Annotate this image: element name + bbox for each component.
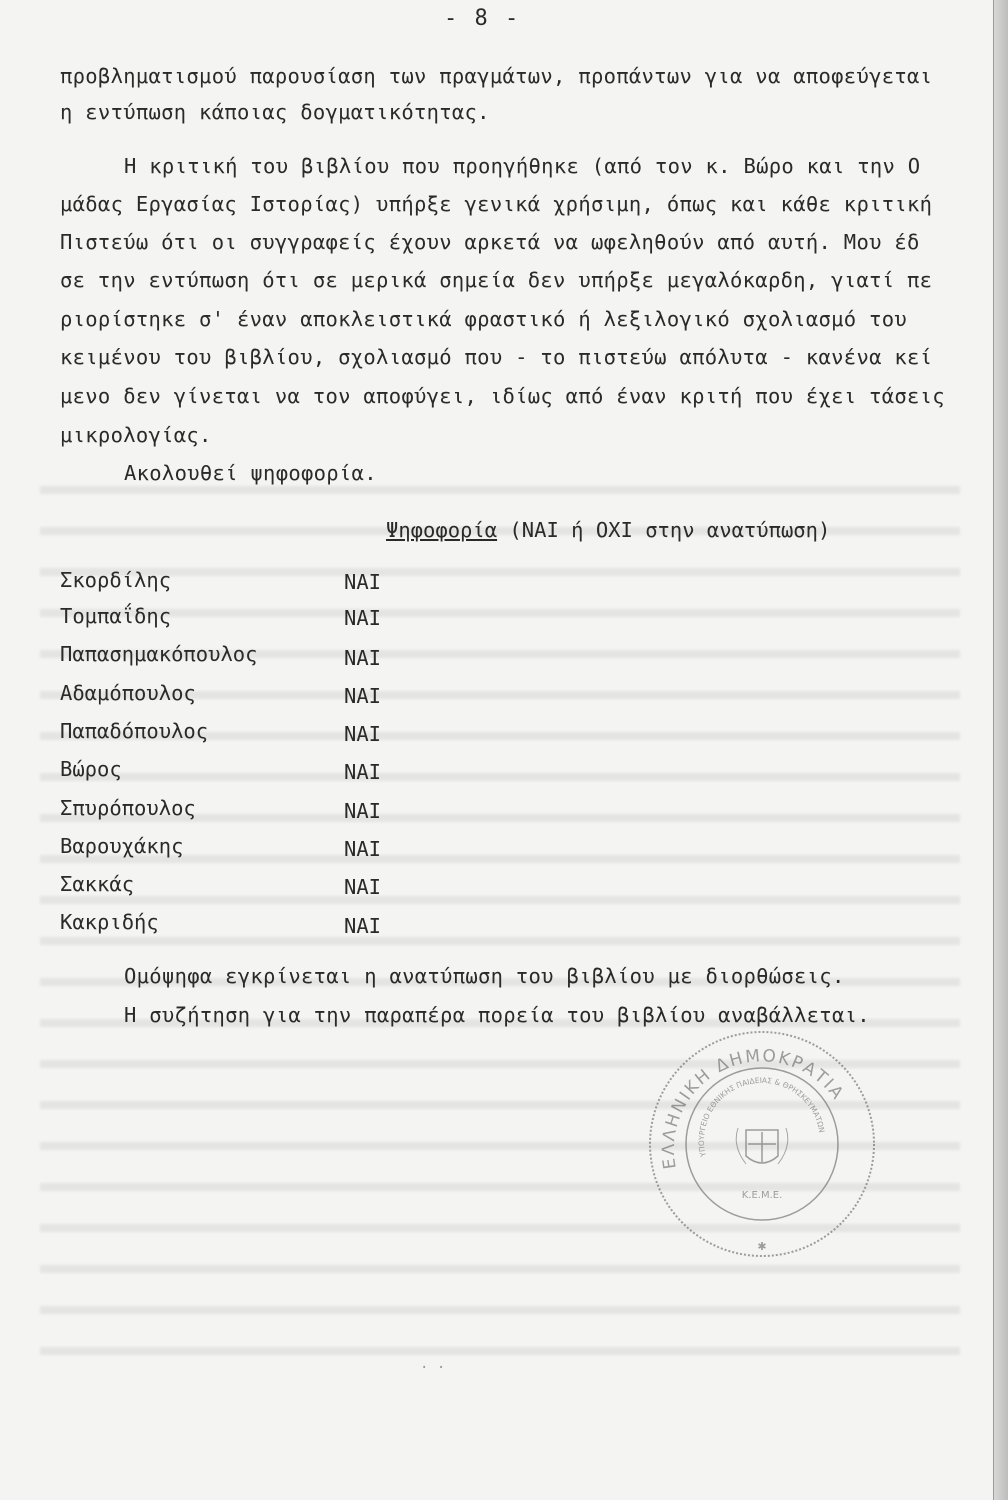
paragraph-line: σε την εντύπωση ότι σε μερικά σημεία δεν υπήρξε μεγαλόκαρδη, γιατί πε [60,268,933,292]
voter-name: Σακκάς [60,872,135,896]
voter-name: Σκορδίλης [60,568,172,592]
voter-name: Τομπαΐδης [60,604,172,628]
scan-speck: · · [420,1360,446,1376]
paragraph-line: μάδας Εργασίας Ιστορίας) υπήρξε γενικά χρήσιμη, όπως και κάθε κριτική [60,192,933,216]
voter-name: Κακριδής [60,910,159,934]
vote-header [386,518,830,542]
vote-value: ΝΑΙ [344,646,382,670]
coat-of-arms-icon [736,1128,788,1164]
paragraph-line: Ακολουθεί ψηφοφορία. [124,461,377,485]
paragraph-line: ριορίστηκε σ' έναν αποκλειστικά φραστικό ή λεξιλογικό σχολιασμό του [60,307,908,331]
vote-header-title: Ψηφοφορία [386,518,498,542]
paragraph-line: προβληματισμού παρουσίαση των πραγμάτων, προπάντων για να αποφεύγεται [60,64,933,88]
vote-value: ΝΑΙ [344,606,382,630]
paragraph-line: μικρολογίας. [60,423,212,447]
vote-value: ΝΑΙ [344,875,382,899]
vote-value: ΝΑΙ [344,684,382,708]
voter-name: Βαρουχάκης [60,834,184,858]
voter-name: Παπαδόπουλος [60,719,209,743]
vote-value: ΝΑΙ [344,760,382,784]
seal-bottom-text: Κ.Ε.Μ.Ε. [741,1190,783,1201]
vote-value: ΝΑΙ [344,837,382,861]
official-seal [646,1028,878,1260]
paragraph-line: κειμένου του βιβλίου, σχολιασμό που - το πιστεύω απόλυτα - κανένα κεί [60,345,933,369]
vote-header-subtitle: (ΝΑΙ ή ΟΧΙ στην ανατύπωση) [497,518,831,542]
seal-outer-text: ΕΛΛΗΝΙΚΗ ΔΗΜΟΚΡΑΤΙΑ [658,1046,849,1171]
paragraph-line: Πιστεύω ότι οι συγγραφείς έχουν αρκετά να ωφεληθούν από αυτή. Μου έδ [60,230,920,254]
closing-line: Η συζήτηση για την παραπέρα πορεία του βιβλίου αναβάλλεται. [124,1003,870,1027]
vote-value: ΝΑΙ [344,799,382,823]
voter-name: Παπασημακόπουλος [60,642,258,666]
paragraph-line: η εντύπωση κάποιας δογματικότητας. [60,100,490,124]
page-number: - 8 - [444,6,521,31]
voter-name: Αδαμόπουλος [60,681,196,705]
vote-value: ΝΑΙ [344,722,382,746]
closing-line: Ομόψηφα εγκρίνεται η ανατύπωση του βιβλίου με διορθώσεις. [124,964,845,988]
scan-right-edge [993,0,1008,1500]
voter-name: Βώρος [60,757,122,781]
seal-inner-text: ΥΠΟΥΡΓΕΙΟ ΕΘΝΙΚΗΣ ΠΑΙΔΕΙΑΣ & ΘΡΗΣΚΕΥΜΑΤΩΝ [696,1075,827,1158]
star-icon: ✱ [757,1240,767,1253]
paragraph-line: Η κριτική του βιβλίου που προηγήθηκε (από τον κ. Βώρο και την Ο [124,154,921,178]
voter-name: Σπυρόπουλος [60,796,196,820]
paragraph-line: μενο δεν γίνεται να τον αποφύγει, ιδίως από έναν κριτή που έχει τάσεις [60,384,945,408]
vote-value: ΝΑΙ [344,914,382,938]
vote-value: ΝΑΙ [344,570,382,594]
